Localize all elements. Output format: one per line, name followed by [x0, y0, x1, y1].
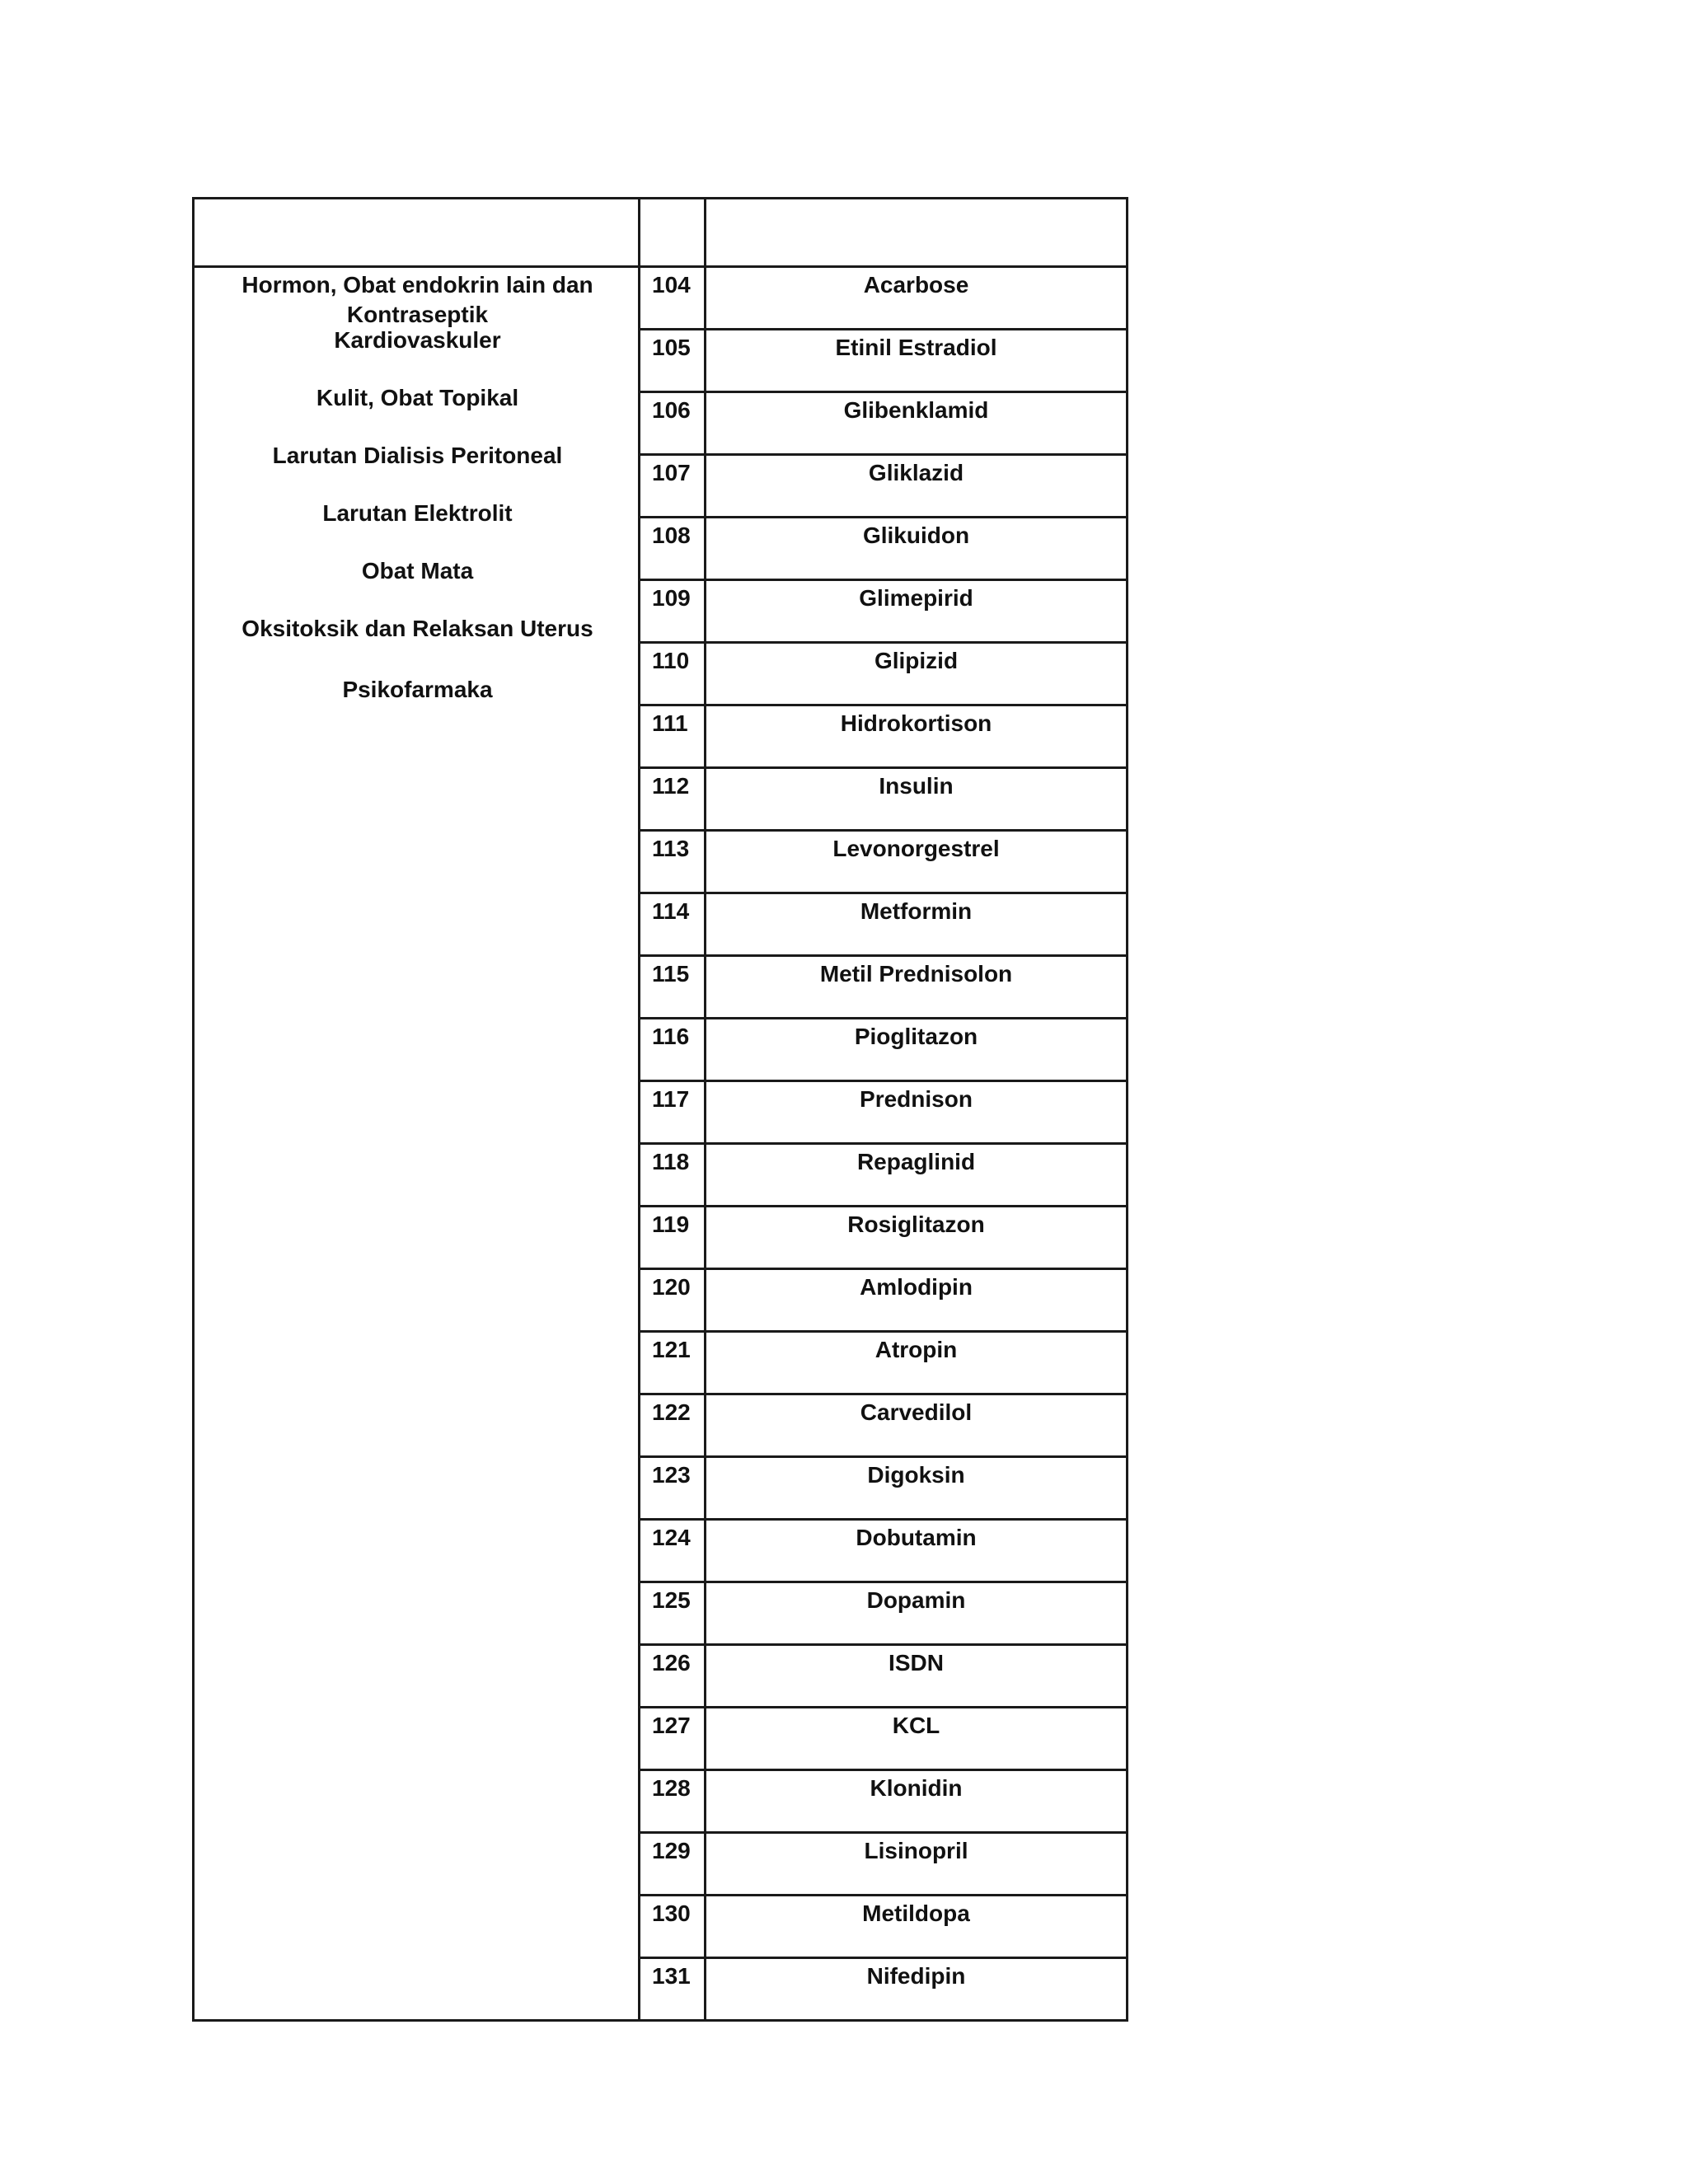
header-number-cell [640, 199, 706, 267]
row-number: 123 [640, 1457, 706, 1520]
drug-name: Prednison [706, 1081, 1128, 1144]
row-number: 128 [640, 1770, 706, 1833]
row-number: 120 [640, 1269, 706, 1332]
drug-name: Gliklazid [706, 455, 1128, 518]
row-number: 117 [640, 1081, 706, 1144]
drug-name: Levonorgestrel [706, 831, 1128, 893]
table-body [194, 199, 1128, 2021]
drug-name: Glibenklamid [706, 392, 1128, 455]
drug-name: KCL [706, 1708, 1128, 1770]
drug-name: Acarbose [706, 267, 1128, 330]
drug-name: Insulin [706, 768, 1128, 831]
category-item: Kardiovaskuler [334, 327, 501, 353]
category-cell [194, 267, 640, 2021]
drug-name: Carvedilol [706, 1394, 1128, 1457]
category-item: Kulit, Obat Topikal [316, 385, 519, 410]
row-number: 121 [640, 1332, 706, 1394]
category-list [195, 268, 640, 2019]
drug-name: Etinil Estradiol [706, 330, 1128, 392]
row-number: 110 [640, 643, 706, 705]
drug-name: Hidrokortison [706, 705, 1128, 768]
drug-name: Klonidin [706, 1770, 1128, 1833]
drug-name: Lisinopril [706, 1833, 1128, 1896]
drug-name: Amlodipin [706, 1269, 1128, 1332]
drug-name: Pioglitazon [706, 1019, 1128, 1081]
row-number: 107 [640, 455, 706, 518]
drug-name: Dopamin [706, 1582, 1128, 1645]
drug-list-table [192, 197, 1128, 2022]
row-number: 127 [640, 1708, 706, 1770]
category-item: Obat Mata [361, 558, 474, 583]
category-item: Larutan Elektrolit [322, 500, 513, 526]
row-number: 130 [640, 1896, 706, 1958]
row-number: 125 [640, 1582, 706, 1645]
row-number: 111 [640, 705, 706, 768]
row-number: 106 [640, 392, 706, 455]
drug-name: Glikuidon [706, 518, 1128, 580]
row-number: 105 [640, 330, 706, 392]
drug-name: Nifedipin [706, 1958, 1128, 2021]
row-number: 113 [640, 831, 706, 893]
header-drug-cell [706, 199, 1128, 267]
row-number: 118 [640, 1144, 706, 1207]
row-number: 114 [640, 893, 706, 956]
row-number: 112 [640, 768, 706, 831]
drug-name: Rosiglitazon [706, 1207, 1128, 1269]
row-number: 122 [640, 1394, 706, 1457]
header-row [194, 199, 1128, 267]
category-item: Hormon, Obat endokrin lain dan Kontraseptik [241, 272, 593, 327]
row-number: 126 [640, 1645, 706, 1708]
drug-name: Metformin [706, 893, 1128, 956]
row-number: 124 [640, 1520, 706, 1582]
drug-name: Repaglinid [706, 1144, 1128, 1207]
table-row [194, 267, 1128, 330]
drug-name: Dobutamin [706, 1520, 1128, 1582]
drug-name: Metildopa [706, 1896, 1128, 1958]
row-number: 108 [640, 518, 706, 580]
row-number: 109 [640, 580, 706, 643]
header-category-cell [194, 199, 640, 267]
drug-name: Digoksin [706, 1457, 1128, 1520]
drug-name: Glimepirid [706, 580, 1128, 643]
row-number: 119 [640, 1207, 706, 1269]
category-item: Oksitoksik dan Relaksan Uterus [241, 616, 593, 641]
drug-name: Glipizid [706, 643, 1128, 705]
row-number: 115 [640, 956, 706, 1019]
row-number: 104 [640, 267, 706, 330]
category-item: Psikofarmaka [342, 677, 493, 702]
row-number: 116 [640, 1019, 706, 1081]
drug-name: Metil Prednisolon [706, 956, 1128, 1019]
row-number: 131 [640, 1958, 706, 2021]
drug-name: Atropin [706, 1332, 1128, 1394]
drug-name: ISDN [706, 1645, 1128, 1708]
category-item: Larutan Dialisis Peritoneal [272, 443, 563, 468]
row-number: 129 [640, 1833, 706, 1896]
